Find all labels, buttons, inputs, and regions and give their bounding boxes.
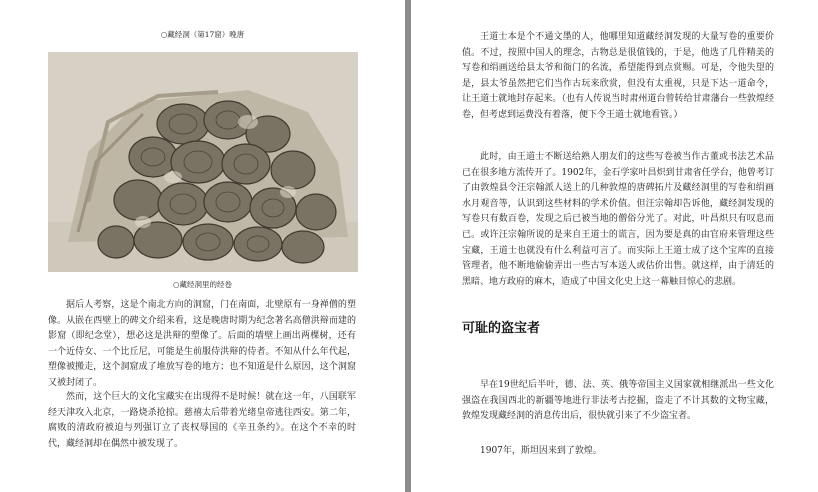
right-paragraph-3: 早在19世纪后半叶，德、法、英、俄等帝国主义国家就相继派出一些文化强盗在我国西北的新疆等地进行非法考古挖掘，盗走了不计其数的文物宝藏，敦煌发现藏经洞的消息传出后，很快就引来了不少盗宝者。 [462, 380, 774, 422]
right-paragraph-2: 此时，由王道士不断送给熟人朋友们的这些写卷被当作古董或书法艺术品已在很多地方流传开了。1902年，金石学家叶昌炽到甘肃省任学台，他曾考订了由敦煌县令汪宗翰派人送上的几种敦煌的唐碑拓片及藏经洞里的写卷和绢画水月观音等，认识到这些材料的学术价值。但汪宗翰却告诉他，藏经洞发现的写卷只有数百卷，发现之后已被当地的僧俗分光了。对此，叶昌炽只有叹息而已。或许汪宗翰所说的是来自王道士的谎言，因为要是真的由官府来管理这些宝藏，王道士也就没有什么利益可言了。而实际上王道士成了这个宝库的直接管理者，他不断地偷偷弄出一些古写本送人或估价出售。就这样，由于清廷的黑暗、地方政府的麻木，造成了中国文化史上这一幕触目惊心的悲剧。 [462, 152, 774, 287]
left-paragraph-2: 然而，这个巨大的文化宝藏实在出现得不是时候！就在这一年，八国联军经天津攻入北京，一路烧杀抢掠。慈禧太后带着光绪皇帝逃往西安。第二年，腐败的清政府被迫与列强订立了丧权辱国的《辛丑条约》。在这个不幸的时代，藏经洞却在偶然中被发现了。 [48, 392, 356, 449]
right-paragraph-4: 1907年，斯坦因来到了敦煌。 [480, 446, 602, 456]
photo-caption-top: ○藏经洞（第17窟）晚唐 [160, 30, 245, 39]
photo-caption-bottom: ○藏经洞里的经卷 [172, 280, 233, 289]
right-paragraph-1: 王道士本是个不通文墨的人，他哪里知道藏经洞发现的大量写卷的重要价值。不过，按照中国人的理念，古物总是很值钱的，于是，他选了几件精美的写卷和绢画送给县太爷和衙门的名流，希望能得到点赏赐。可是，令他失望的是，县太爷虽然把它们当作古玩来欣赏，但没有太重视，只是下达一道命令，让王道士就地封存起来。（也有人传说当时肃州道台曾转给甘肃藩台一些敦煌经卷，但考虑到运费没有着落，便下令王道士就地看管。） [462, 32, 774, 120]
scrolls-photo [48, 52, 358, 272]
left-paragraph-1: 据后人考察，这是个南北方向的洞窟，门在南面，北壁原有一身禅僧的塑像。从嵌在西壁上的碑文介绍来看，这是晚唐时期为纪念著名高僧洪辩而建的影窟（即纪念堂），想必这是洪辩的塑像了。后面的墙壁上画出两棵树，还有一个近侍女、一个比丘尼，可能是生前服侍洪辩的侍者。不知从什么年代起，塑像被搬走，这个洞窟成了堆放写卷的地方；也不知道是什么原因，这个洞窟又被封闭了。 [48, 300, 356, 388]
section-heading: 可耻的盗宝者 [462, 321, 541, 336]
